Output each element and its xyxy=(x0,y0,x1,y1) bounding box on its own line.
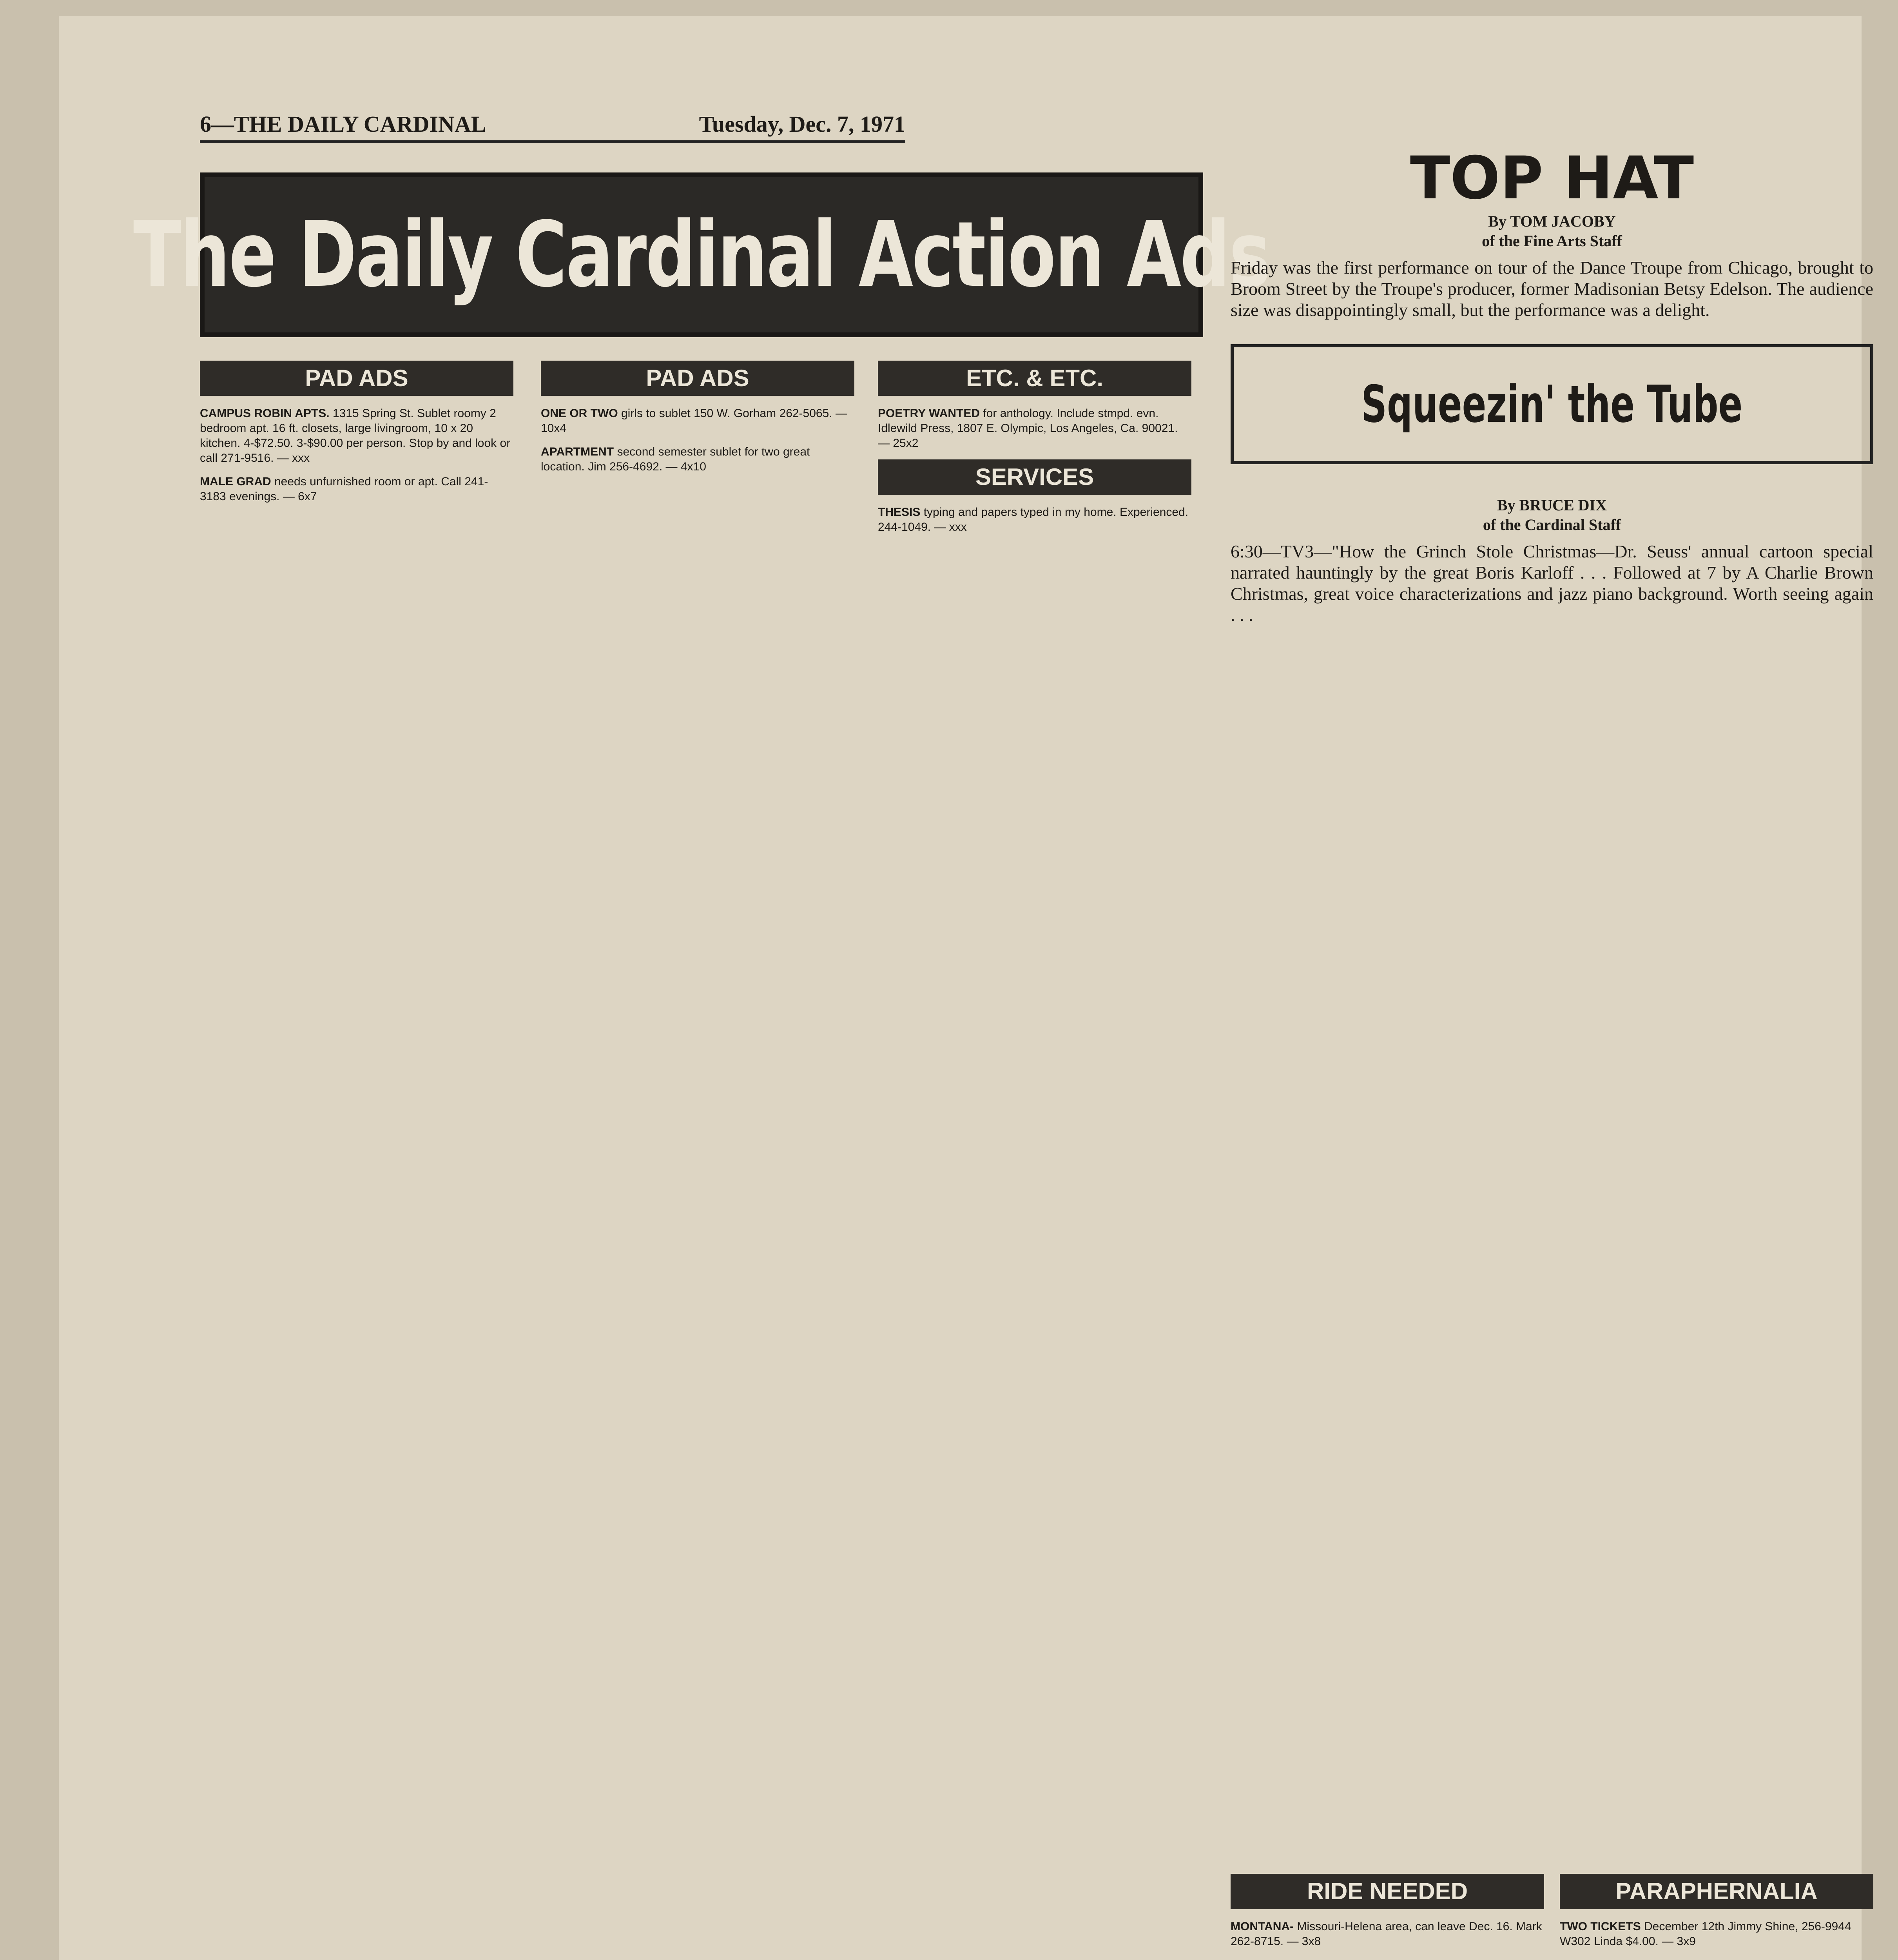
ad-text: second semester sublet for two great location. Jim 256-4692. — 4x10 xyxy=(541,445,810,473)
ad-headline: POETRY WANTED xyxy=(878,407,980,420)
section-heading: PAD ADS xyxy=(200,361,513,396)
article-staff: of the Cardinal Staff xyxy=(1483,516,1621,534)
classified-ad xyxy=(1231,1919,1544,1949)
classified-ad xyxy=(878,406,1191,451)
article-byline: By TOM JACOBY xyxy=(1488,212,1616,230)
action-ads-banner xyxy=(133,172,1270,337)
ad-headline: CAMPUS ROBIN APTS. xyxy=(200,407,330,420)
review-column xyxy=(1231,145,1873,626)
article-staff: of the Fine Arts Staff xyxy=(1482,232,1622,250)
ad-text: Missouri-Helena area, can leave Dec. 16. Mark 262-8715. — 3x8 xyxy=(1231,1920,1542,1948)
article-title: TOP HAT xyxy=(1410,144,1694,212)
column-title: Squeezin' the Tube xyxy=(1361,374,1743,434)
section-heading: SERVICES xyxy=(878,459,1191,495)
ad-text: for anthology. Include stmpd. evn. Idlewild Press, 1807 E. Olympic, Los Angeles, Ca. 90021. — 25x2 xyxy=(878,407,1178,450)
classified-ad xyxy=(1560,1919,1873,1949)
issue-date: Tuesday, Dec. 7, 1971 xyxy=(699,111,905,137)
ads-column-1 xyxy=(200,361,513,513)
ads-column-3 xyxy=(878,361,1191,543)
ad-headline: TWO TICKETS xyxy=(1560,1920,1641,1933)
classified-ad xyxy=(541,406,854,436)
page-folio xyxy=(200,102,905,143)
section-heading: PARAPHERNALIA xyxy=(1560,1874,1873,1909)
ad-text: needs unfurnished room or apt. Call 241-3183 evenings. — 6x7 xyxy=(200,475,488,503)
tube-column-header xyxy=(1231,344,1873,464)
section-heading: RIDE NEEDED xyxy=(1231,1874,1544,1909)
article-paragraph: 6:30—TV3—"How the Grinch Stole Christmas—Dr. Seuss' annual cartoon special narrated hauntingly by the great Boris Karloff . . . Followed at 7 by A Charlie Brown Christmas, great voice characterizations and jazz piano background. Worth seeing again . . . xyxy=(1231,541,1873,625)
ad-text: girls to sublet 150 W. Gorham 262-5065. — 10x4 xyxy=(541,407,847,435)
article-paragraph: Friday was the first performance on tour of the Dance Troupe from Chicago, brought to Broom Street by the Troupe's producer, former Madisonian Betsy Edelson. The audience size was disappointingly small, but the performance was a delight. xyxy=(1231,258,1873,320)
article-byline: By BRUCE DIX xyxy=(1497,496,1607,514)
ad-headline: MALE GRAD xyxy=(200,475,271,488)
classified-ad xyxy=(878,505,1191,535)
classified-ad xyxy=(541,445,854,474)
paraphernalia-column xyxy=(1560,1874,1873,1960)
classified-ad xyxy=(200,474,513,504)
section-heading: PAD ADS xyxy=(541,361,854,396)
ad-headline: THESIS xyxy=(878,506,921,519)
classified-ad xyxy=(200,406,513,466)
banner-title: The Daily Cardinal Action Ads xyxy=(133,202,1270,307)
page-number: 6—THE DAILY CARDINAL xyxy=(200,111,486,137)
ride-needed-column xyxy=(1231,1874,1544,1960)
ad-headline: ONE OR TWO xyxy=(541,407,618,420)
ad-headline: MONTANA- xyxy=(1231,1920,1294,1933)
ads-column-2 xyxy=(541,361,854,483)
section-heading: ETC. & ETC. xyxy=(878,361,1191,396)
ad-text: December 12th Jimmy Shine, 256-9944 W302 Linda $4.00. — 3x9 xyxy=(1560,1920,1851,1948)
right-ads xyxy=(1231,1874,1873,1960)
ad-text: typing and papers typed in my home. Experienced. 244-1049. — xxx xyxy=(878,506,1189,534)
ad-headline: APARTMENT xyxy=(541,445,614,458)
newspaper-page xyxy=(59,16,1873,1960)
ad-text: 1315 Spring St. Sublet roomy 2 bedroom apt. 16 ft. closets, large livingroom, 10 x 20 kitchen. 4-$72.50. 3-$90.00 per person. Stop by and look or call 271-9516. — xxx xyxy=(200,407,511,465)
